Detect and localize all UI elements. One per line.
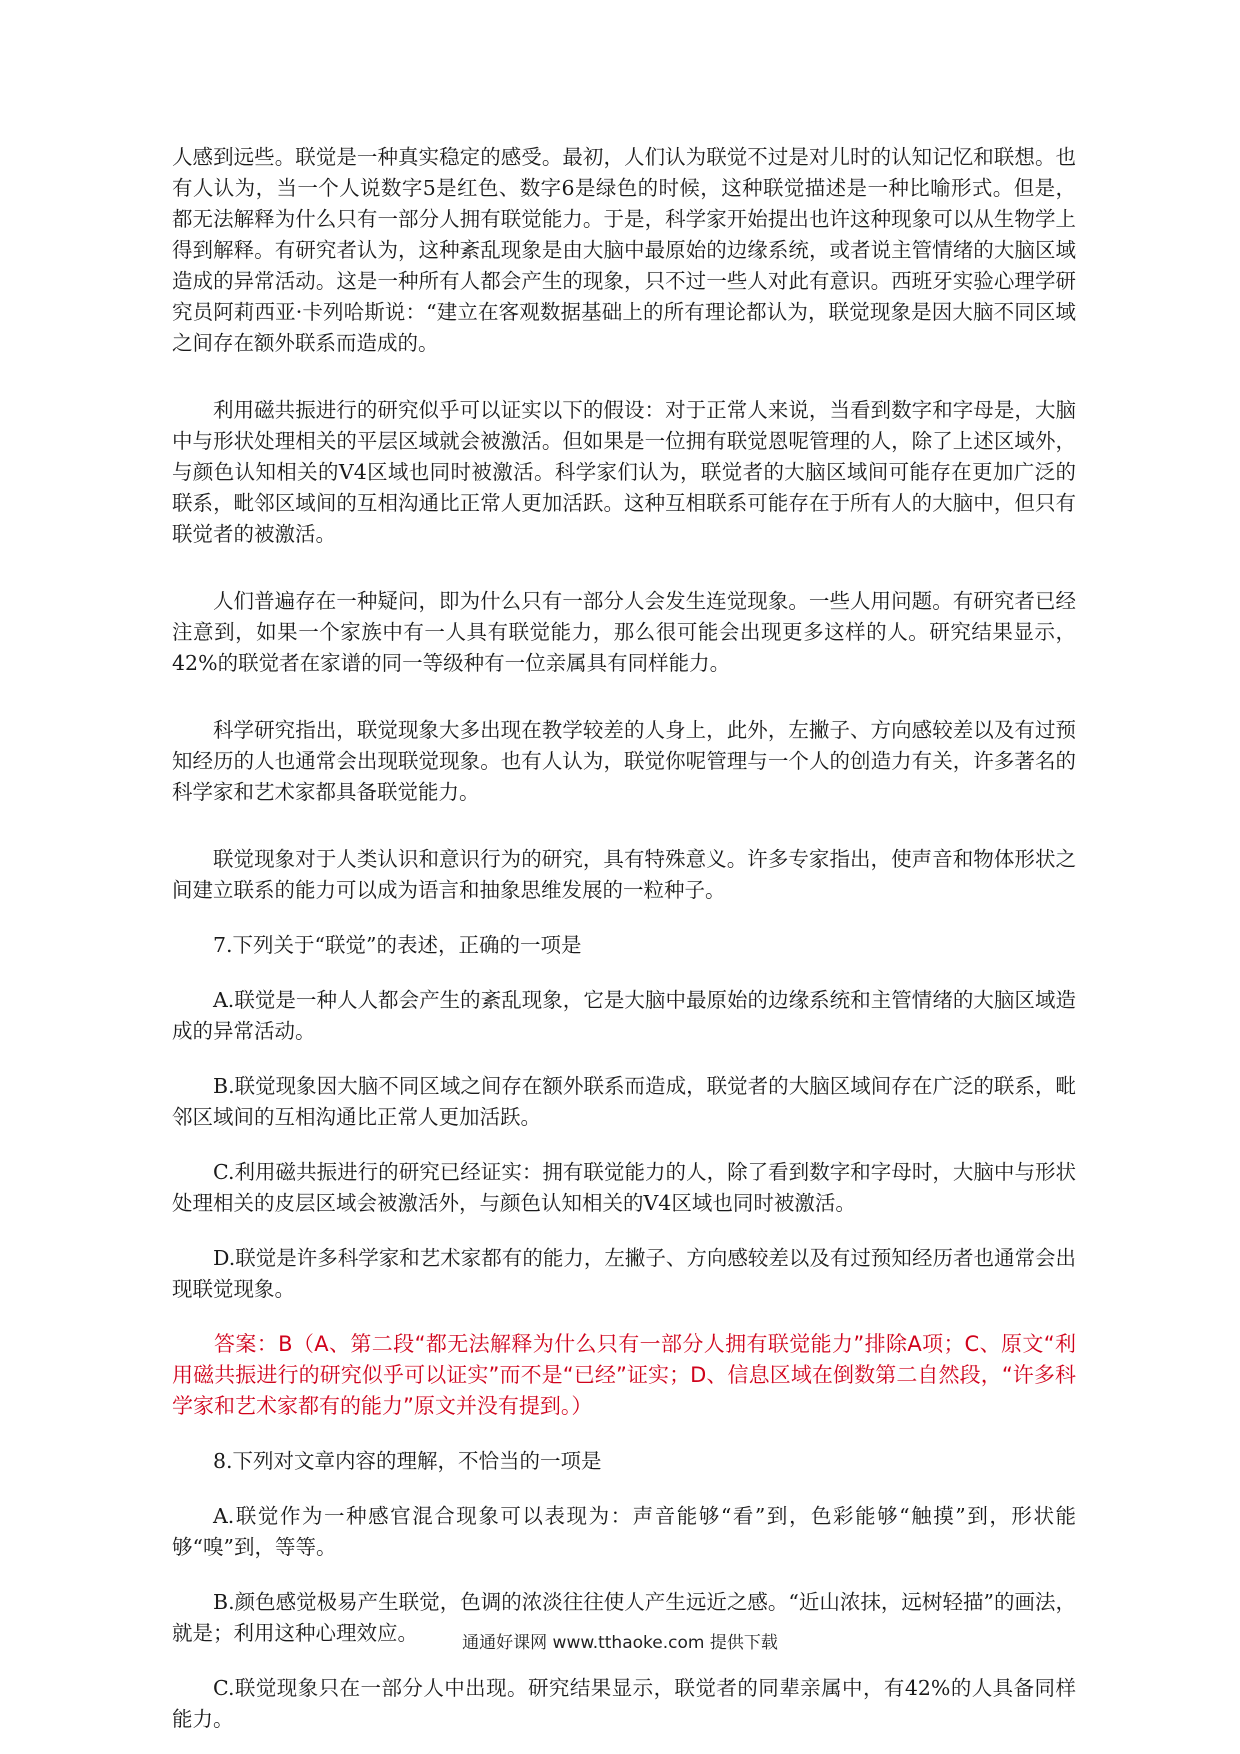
passage-paragraph-3: 人们普遍存在一种疑问，即为什么只有一部分人会发生连觉现象。一些人用问题。有研究者已经注意到，如果一个家族中有一人具有联觉能力，那么很可能会出现更多这样的人。研究结果显示，42%的联觉者在家谱的同一等级种有一位亲属具有同样能力。 <box>172 589 1076 675</box>
document-body <box>172 142 1076 1735</box>
question-7-option-a: A.联觉是一种人人都会产生的紊乱现象，它是大脑中最原始的边缘系统和主管情绪的大脑区域造成的异常活动。 <box>172 988 1076 1043</box>
question-7-answer: 答案：B（A、第二段“都无法解释为什么只有一部分人拥有联觉能力”排除A项；C、原文“利用磁共振进行的研究似乎可以证实”而不是“已经”证实；D、信息区域在倒数第二自然段，“许多科学家和艺术家都有的能力”原文并没有提到。） <box>172 1332 1076 1418</box>
question-8-option-b: B.颜色感觉极易产生联觉，色调的浓淡往往使人产生远近之感。“近山浓抹，远树轻描”的画法，就是；利用这种心理效应。 <box>172 1590 1076 1645</box>
question-7-option-b: B.联觉现象因大脑不同区域之间存在额外联系而造成，联觉者的大脑区域间存在广泛的联系，毗邻区域间的互相沟通比正常人更加活跃。 <box>172 1074 1076 1129</box>
passage-paragraph-2: 利用磁共振进行的研究似乎可以证实以下的假设：对于正常人来说，当看到数字和字母是，大脑中与形状处理相关的平层区域就会被激活。但如果是一位拥有联觉恩呢管理的人，除了上述区域外，与颜色认知相关的V4区域也同时被激活。科学家们认为，联觉者的大脑区域间可能存在更加广泛的联系，毗邻区域间的互相沟通比正常人更加活跃。这种互相联系可能存在于所有人的大脑中，但只有联觉者的被激活。 <box>172 398 1076 546</box>
question-8-option-c: C.联觉现象只在一部分人中出现。研究结果显示，联觉者的同辈亲属中，有42%的人具备同样能力。 <box>172 1676 1076 1731</box>
passage-paragraph-4: 科学研究指出，联觉现象大多出现在教学较差的人身上，此外，左撇子、方向感较差以及有过预知经历的人也通常会出现联觉现象。也有人认为，联觉你呢管理与一个人的创造力有关，许多著名的科学家和艺术家都具备联觉能力。 <box>172 718 1076 804</box>
page-footer: 通通好课网 www.tthaoke.com 提供下载 <box>462 1633 778 1653</box>
question-8-stem: 8.下列对文章内容的理解，不恰当的一项是 <box>213 1449 602 1473</box>
question-7-option-c: C.利用磁共振进行的研究已经证实：拥有联觉能力的人，除了看到数字和字母时，大脑中与形状处理相关的皮层区域会被激活外，与颜色认知相关的V4区域也同时被激活。 <box>172 1160 1076 1215</box>
question-7-stem: 7.下列关于“联觉”的表述，正确的一项是 <box>213 933 582 957</box>
passage-paragraph-1: 人感到远些。联觉是一种真实稳定的感受。最初，人们认为联觉不过是对儿时的认知记忆和联想。也有人认为，当一个人说数字5是红色、数字6是绿色的时候，这种联觉描述是一种比喻形式。但是，都无法解释为什么只有一部分人拥有联觉能力。于是，科学家开始提出也许这种现象可以从生物学上得到解释。有研究者认为，这种紊乱现象是由大脑中最原始的边缘系统，或者说主管情绪的大脑区域造成的异常活动。这是一种所有人都会产生的现象，只不过一些人对此有意识。西班牙实验心理学研究员阿莉西亚·卡列哈斯说：“建立在客观数据基础上的所有理论都认为，联觉现象是因大脑不同区域之间存在额外联系而造成的。 <box>172 145 1076 355</box>
passage-paragraph-5: 联觉现象对于人类认识和意识行为的研究，具有特殊意义。许多专家指出，使声音和物体形状之间建立联系的能力可以成为语言和抽象思维发展的一粒种子。 <box>172 847 1076 902</box>
question-7-option-d: D.联觉是许多科学家和艺术家都有的能力，左撇子、方向感较差以及有过预知经历者也通常会出现联觉现象。 <box>172 1246 1076 1301</box>
question-8-option-a: A.联觉作为一种感官混合现象可以表现为：声音能够“看”到，色彩能够“触摸”到，形状能够“嗅”到，等等。 <box>172 1504 1076 1559</box>
